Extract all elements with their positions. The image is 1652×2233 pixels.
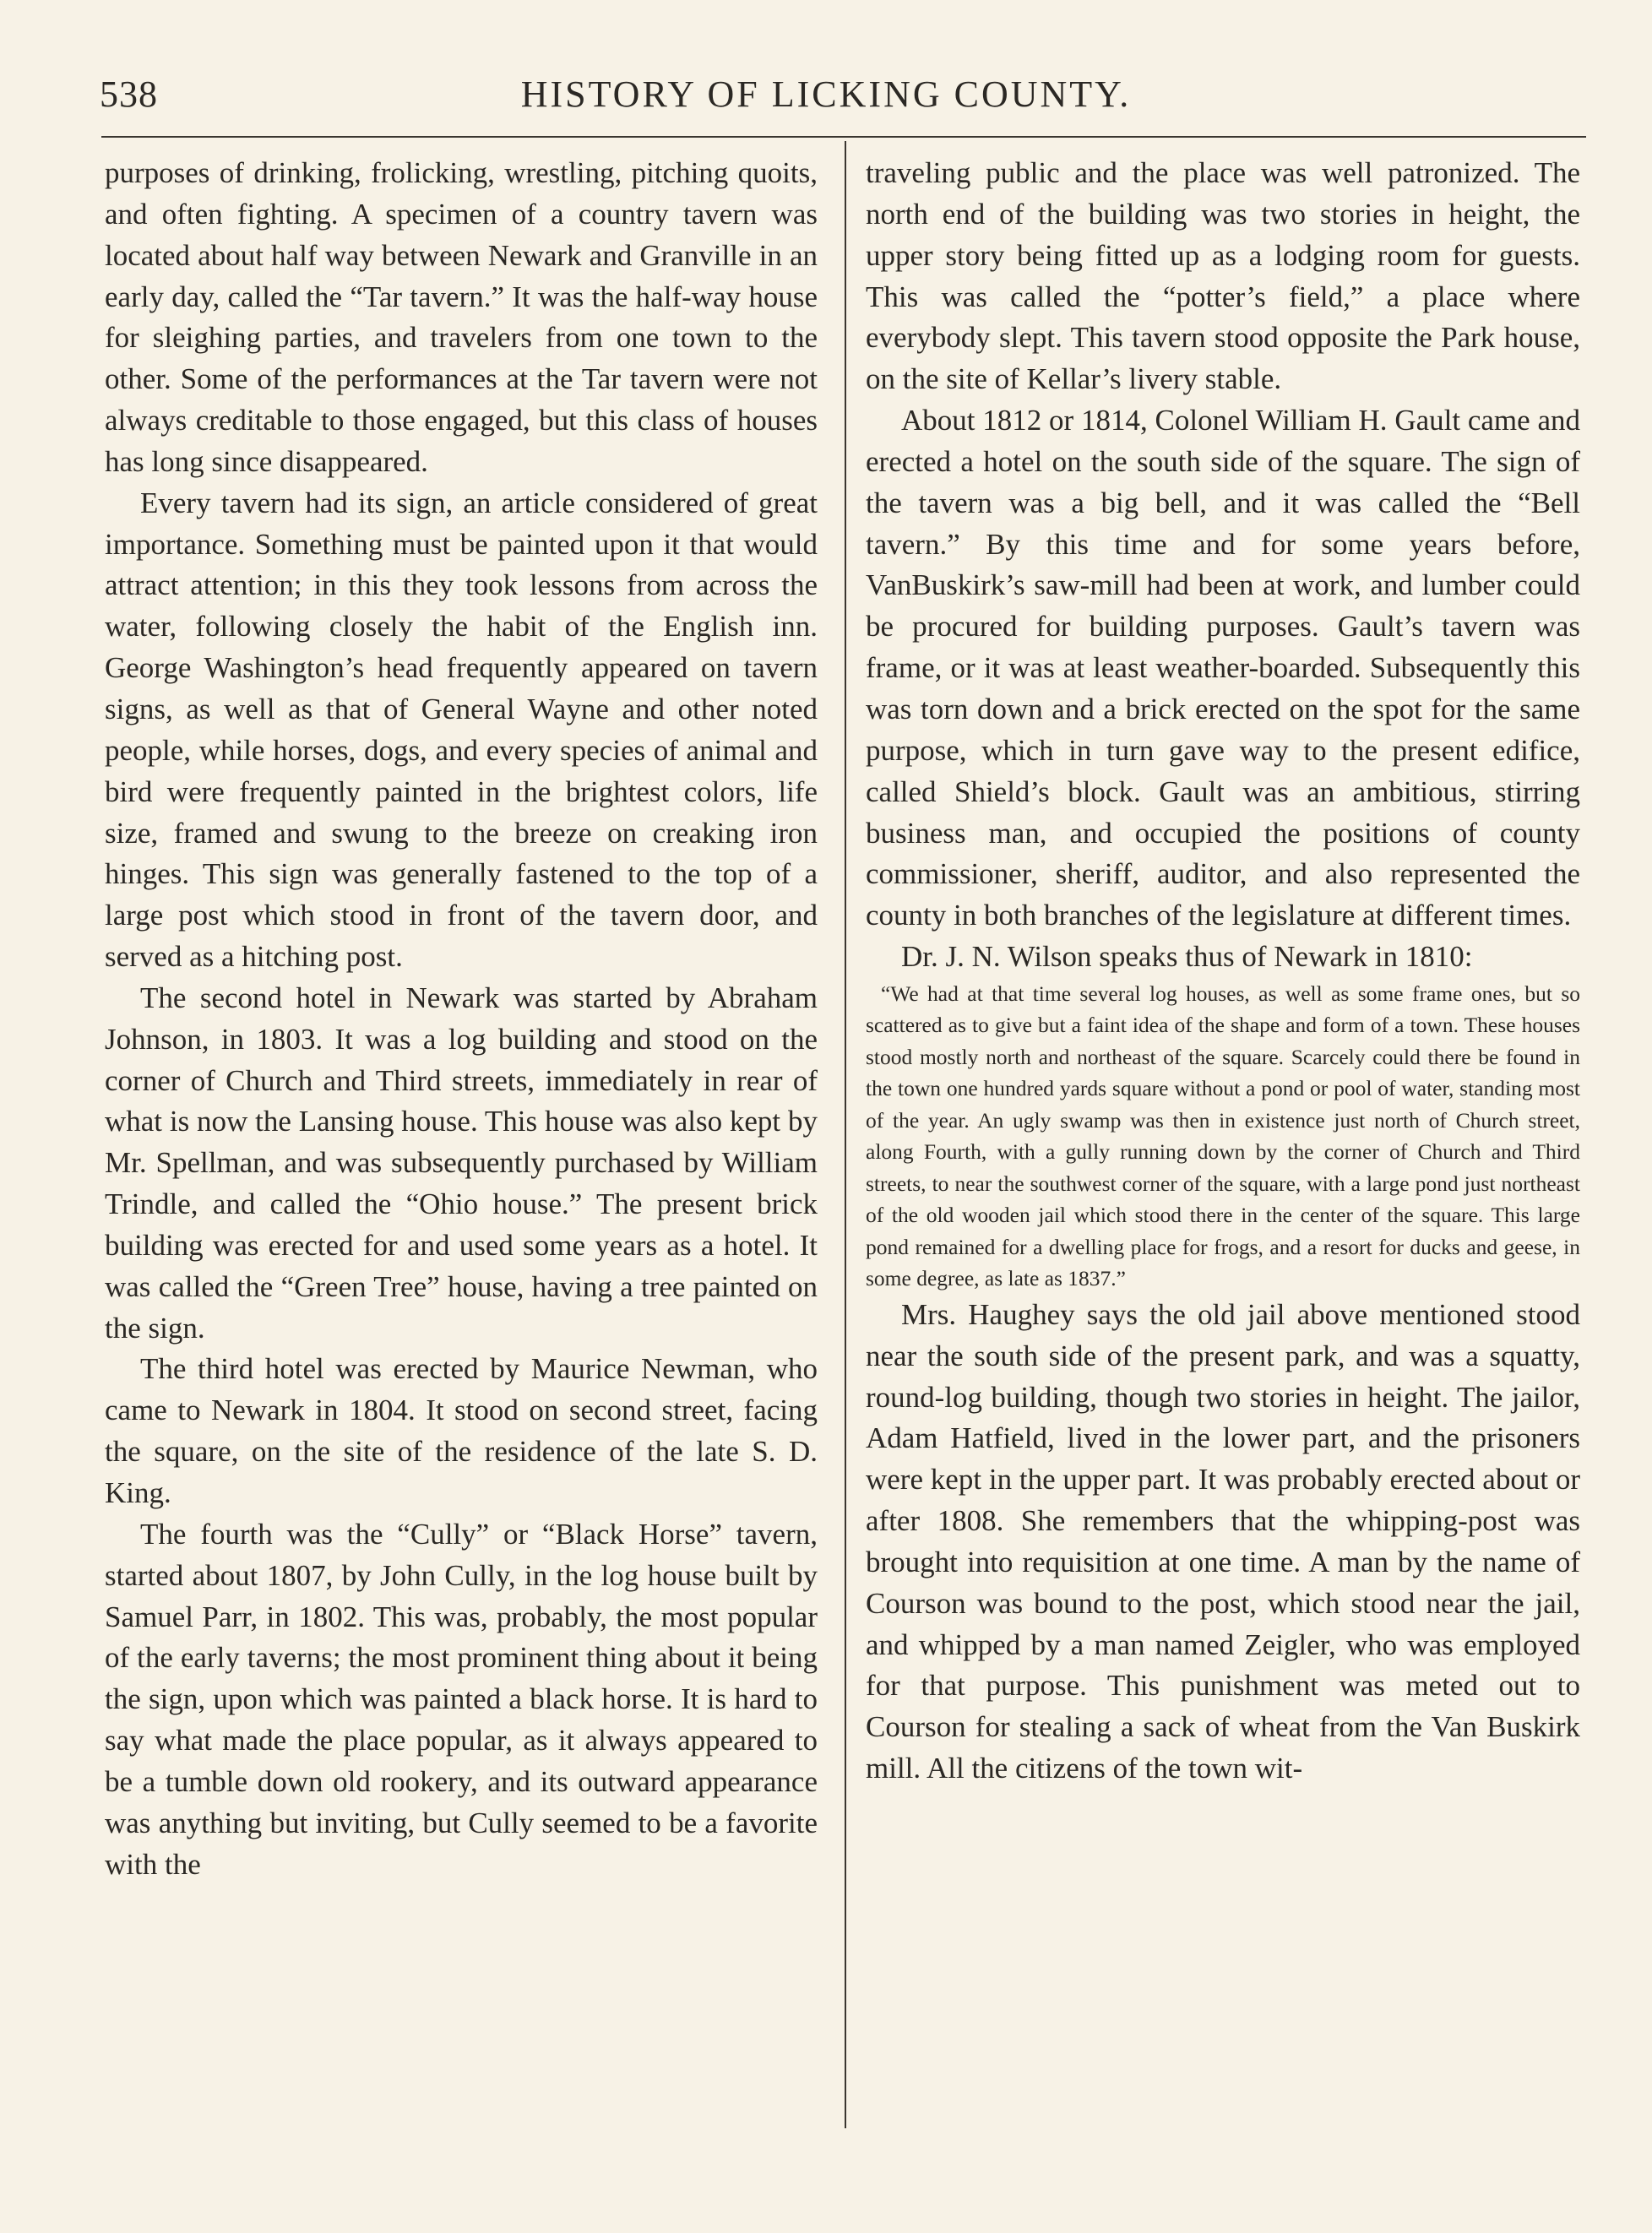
column-divider	[845, 141, 846, 2128]
block-quote-wilson: “We had at that time several log houses, as well as some frame ones, but so scattered as to give but a faint idea of the shape and form of a town. These houses stood mostly north and northeast of the square. Scarcely could there be found in the town one hundred yards square without a pond or pool of water, standing most of the year. An ugly swamp was then in existence just north of Church street, along Fourth, with a gully running down by the corner of Church and Third streets, to near the southwest corner of the square, with a large pond just northeast of the old wooden jail which stood there in the center of the square. This large pond remained for a dwelling place for frogs, and a resort for ducks and geese, in some degree, as late as 1837.”	[866, 981, 1580, 1291]
paragraph-second-hotel: The second hotel in Newark was started by Abraham Johnson, in 1803. It was a log building and stood on the corner of Church and Third streets, immediately in rear of what is now the Lansing house. This house was also kept by Mr. Spellman, and was subsequently purchased by William Trindle, and called the “Ohio house.” The present brick building was erected for and used some years as a hotel. It was called the “Green Tree” house, having a tree painted on the sign.	[105, 981, 818, 1345]
right-column	[866, 153, 1580, 1790]
paragraph-gault-hotel: About 1812 or 1814, Colonel William H. Gault came and erected a hotel on the south side of the square. The sign of the tavern was a big bell, and it was called the “Bell tavern.” By this time and for some years before, VanBuskirk’s saw-mill had been at work, and lumber could be procured for building purposes. Gault’s tavern was frame, or it was at least weather-boarded. Subsequently this was torn down and a brick erected on the spot for the same purpose, which in turn gave way to the present edifice, called Shield’s block. Gault was an ambitious, stirring business man, and occupied the positions of county commissioner, sheriff, auditor, and also represented the county in both branches of the legislature at different times.	[866, 404, 1580, 932]
paragraph-wilson-intro: Dr. J. N. Wilson speaks thus of Newark in 1810:	[901, 940, 1473, 974]
paragraph-continued: traveling public and the place was well patronized. The north end of the building was two stories in height, the upper story being fitted up as a lodging room for guests. This was called the “potter’s field,” a place where everybody slept. This tavern stood opposite the Park house, on the site of Kellar’s livery stable.	[866, 156, 1580, 396]
paragraph-old-jail: Mrs. Haughey says the old jail above mentioned stood near the south side of the present park, and was a squatty, round-log building, though two stories in height. The jailor, Adam Hatfield, lived in the lower part, and the prisoners were kept in the upper part. It was probably erected about or after 1808. She remembers that the whipping-post was brought into requisition at one time. A man by the name of Courson was bound to the post, which stood near the jail, and whipped by a man named Zeigler, who was employed for that purpose. This punishment was meted out to Courson for stealing a sack of wheat from the Van Buskirk mill. All the citizens of the town wit-	[866, 1297, 1580, 1785]
paragraph-tavern-signs: Every tavern had its sign, an article considered of great importance. Something must be painted upon it that would attract attention; in this they took lessons from across the water, following closely the habit of the English inn. George Washington’s head frequently appeared on tavern signs, as well as that of General Wayne and other noted people, while horses, dogs, and every species of animal and bird were frequently painted in the brightest colors, life size, framed and swung to the breeze on creaking iron hinges. This sign was generally fastened to the top of a large post which stood in front of the tavern door, and served as a hitching post.	[105, 486, 818, 974]
paragraph-tavern-intro: purposes of drinking, frolicking, wrestling, pitching quoits, and often fighting. A specimen of a country tavern was located about half way between Newark and Granville in an early day, called the “Tar tavern.” It was the half-way house for sleighing parties, and travelers from one town to the other. Some of the performances at the Tar tavern were not always creditable to those engaged, but this class of houses has long since disappeared.	[105, 156, 818, 478]
left-column	[105, 153, 818, 1885]
running-head-title: HISTORY OF LICKING COUNTY.	[520, 73, 1132, 115]
paragraph-third-hotel: The third hotel was erected by Maurice Newman, who came to Newark in 1804. It stood on second street, facing the square, on the site of the residence of the late S. D. King.	[105, 1352, 818, 1509]
paragraph-fourth-hotel: The fourth was the “Cully” or “Black Horse” tavern, started about 1807, by John Cully, in the log house built by Samuel Parr, in 1802. This was, probably, the most popular of the early taverns; the most prominent thing about it being the sign, upon which was painted a black horse. It is hard to say what made the place popular, as it always appeared to be a tumble down old rookery, and its outward appearance was anything but inviting, but Cully seemed to be a favorite with the	[105, 1517, 818, 1881]
page-number: 538	[100, 73, 158, 115]
header-rule	[101, 136, 1586, 138]
